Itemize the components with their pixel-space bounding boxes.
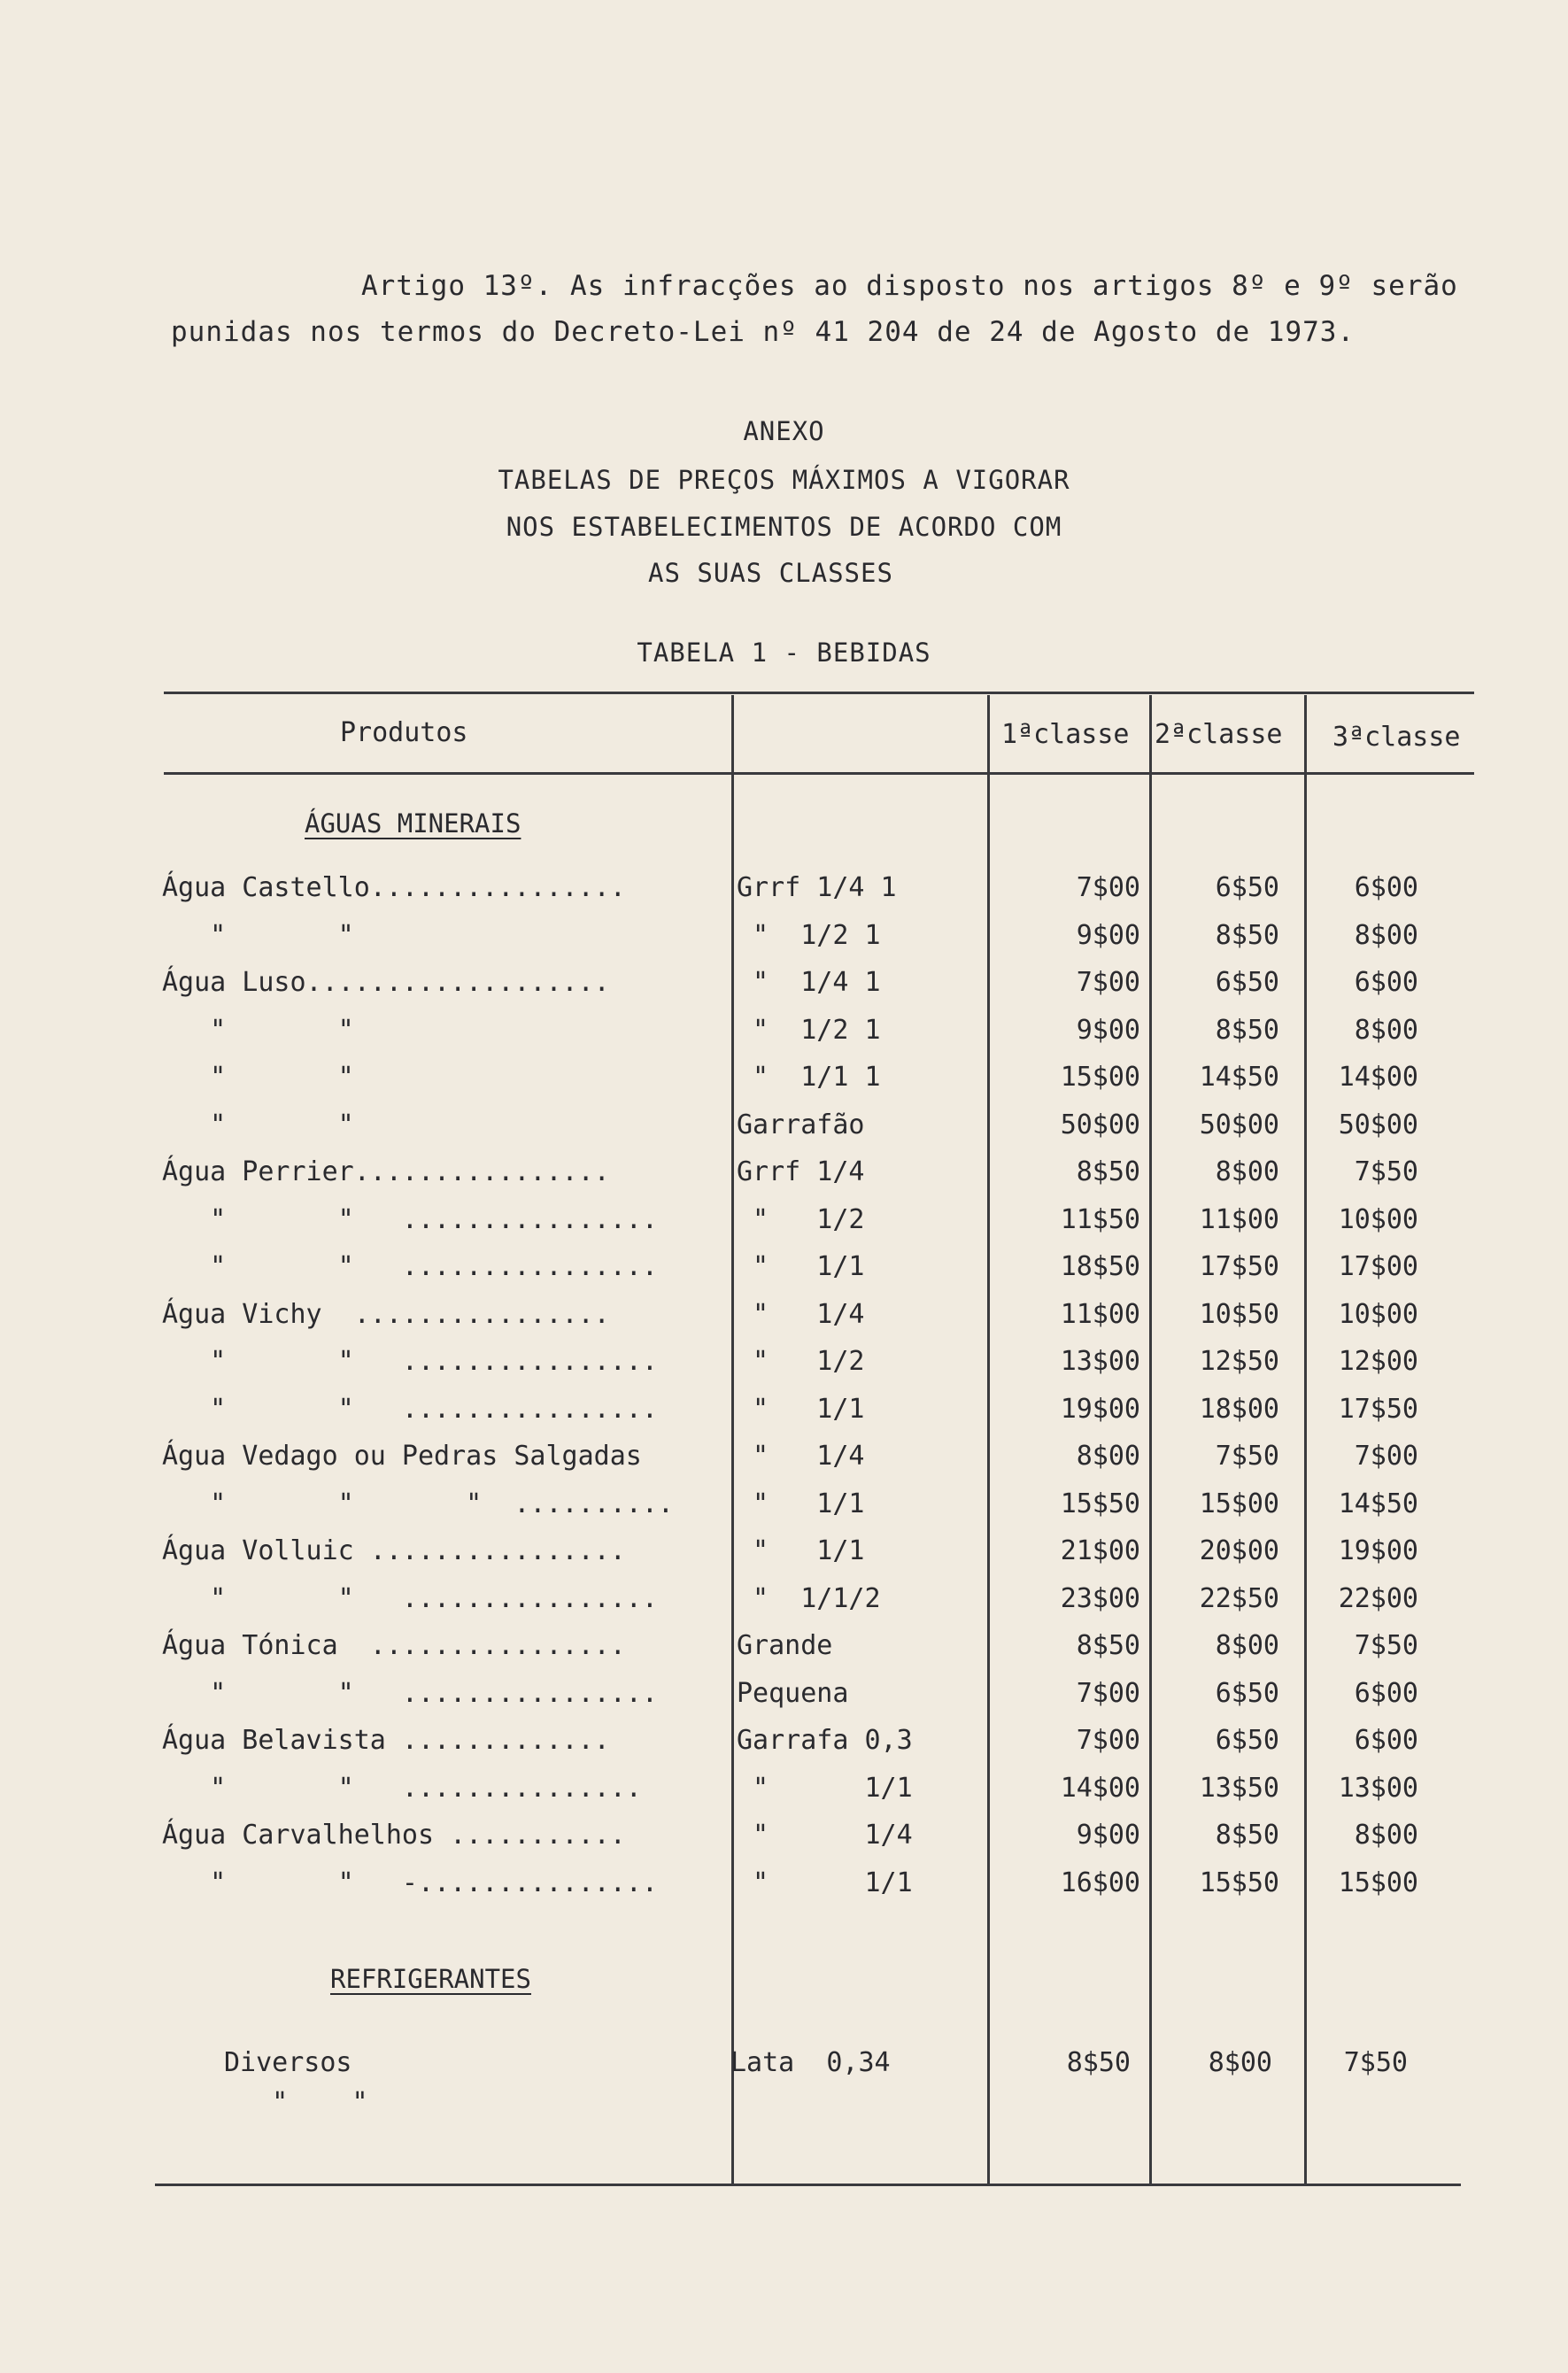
price-class-2: 13$50 — [1199, 1773, 1279, 1804]
price-class-2: 8$00 — [1215, 1156, 1279, 1187]
product-name: Água Vichy ................ — [162, 1299, 610, 1330]
col-divider-1 — [731, 695, 734, 2185]
price-class-3: 7$00 — [1354, 1441, 1418, 1472]
price-class-2: 15$50 — [1199, 1867, 1279, 1898]
price-class-2: 15$00 — [1199, 1488, 1279, 1519]
price-class-2: 50$00 — [1199, 1109, 1279, 1140]
price-class-3: 13$00 — [1338, 1773, 1418, 1804]
price-class-3: 8$00 — [1354, 1820, 1418, 1851]
product-size: Pequena — [737, 1678, 849, 1709]
product-name: " " — [162, 1015, 354, 1046]
product-size: " 1/4 — [737, 1820, 913, 1851]
price-class-3: 10$00 — [1338, 1204, 1418, 1235]
price-class-1: 7$00 — [1076, 872, 1140, 903]
price-class-1: 9$00 — [1076, 920, 1140, 951]
price-class-3: 19$00 — [1338, 1535, 1418, 1566]
product-size: " 1/1 — [737, 1535, 865, 1566]
product-size: " 1/1 1 — [737, 1062, 881, 1093]
product-name: Água Perrier................ — [162, 1156, 610, 1187]
price-class-3: 6$00 — [1354, 1725, 1418, 1756]
price-class-1: 14$00 — [1060, 1773, 1140, 1804]
price-class-1: 7$00 — [1076, 1725, 1140, 1756]
product-name: " " ................ — [162, 1678, 658, 1709]
header-bottom-rule — [164, 772, 1474, 775]
price-class-1: 13$00 — [1060, 1346, 1140, 1377]
price-class-3: 17$00 — [1338, 1251, 1418, 1282]
price-class-1: 9$00 — [1076, 1820, 1140, 1851]
header-class-1: 1ªclasse — [1001, 719, 1130, 750]
product-size: " 1/4 — [737, 1441, 865, 1472]
section-refrigerantes: REFRIGERANTES — [330, 1964, 531, 1994]
price-class-3: 17$50 — [1338, 1394, 1418, 1425]
product-name: " " -............... — [162, 1867, 658, 1898]
product-size: " 1/2 1 — [737, 1015, 881, 1046]
price-class-1: 8$50 — [1066, 2047, 1131, 2078]
price-class-2: 8$00 — [1208, 2047, 1272, 2078]
price-class-3: 8$00 — [1354, 920, 1418, 951]
product-name: Água Belavista ............. — [162, 1725, 610, 1756]
product-size: " 1/4 — [737, 1299, 865, 1330]
price-class-1: 15$50 — [1060, 1488, 1140, 1519]
product-size: Garrafa 0,3 — [737, 1725, 913, 1756]
product-name: " " ............... — [162, 1773, 642, 1804]
product-size: Grrf 1/4 1 — [737, 872, 897, 903]
price-class-2: 8$50 — [1215, 1820, 1279, 1851]
product-name: Água Volluic ................ — [162, 1535, 626, 1566]
table-title: TABELA 1 - BEBIDAS — [637, 638, 931, 668]
product-size: " 1/2 — [737, 1204, 865, 1235]
product-size: " 1/1 — [737, 1394, 865, 1425]
table-top-rule — [164, 692, 1474, 694]
col-divider-3 — [1149, 695, 1152, 2185]
price-class-3: 14$50 — [1338, 1488, 1418, 1519]
price-class-3: 12$00 — [1338, 1346, 1418, 1377]
product-name: Diversos — [224, 2047, 352, 2078]
price-class-1: 16$00 — [1060, 1867, 1140, 1898]
price-class-1: 9$00 — [1076, 1015, 1140, 1046]
col-divider-4 — [1304, 695, 1307, 2185]
product-size: " 1/1/2 — [737, 1583, 881, 1614]
price-class-1: 21$00 — [1060, 1535, 1140, 1566]
product-name: " " ................ — [162, 1394, 658, 1425]
product-name: Água Vedago ou Pedras Salgadas — [162, 1441, 642, 1472]
price-class-3: 7$50 — [1343, 2047, 1408, 2078]
price-class-1: 15$00 — [1060, 1062, 1140, 1093]
product-size: Garrafão — [737, 1109, 865, 1140]
price-class-2: 6$50 — [1215, 967, 1279, 998]
product-name: Água Tónica ................ — [162, 1630, 626, 1661]
product-size: " 1/1 — [737, 1251, 865, 1282]
price-class-1: 19$00 — [1060, 1394, 1140, 1425]
price-class-3: 14$00 — [1338, 1062, 1418, 1093]
price-class-2: 8$00 — [1215, 1630, 1279, 1661]
header-class-3: 3ªclasse — [1332, 722, 1461, 753]
price-class-2: 6$50 — [1215, 872, 1279, 903]
price-class-3: 15$00 — [1338, 1867, 1418, 1898]
price-class-1: 7$00 — [1076, 967, 1140, 998]
price-class-1: 11$00 — [1060, 1299, 1140, 1330]
price-class-2: 10$50 — [1199, 1299, 1279, 1330]
price-class-3: 6$00 — [1354, 967, 1418, 998]
table-bottom-rule — [155, 2184, 1461, 2186]
price-class-2: 11$00 — [1199, 1204, 1279, 1235]
product-name: " " — [162, 1109, 354, 1140]
price-class-2: 8$50 — [1215, 920, 1279, 951]
product-name: Água Castello................ — [162, 872, 626, 903]
price-class-3: 7$50 — [1354, 1630, 1418, 1661]
header-class-2: 2ªclasse — [1155, 719, 1283, 750]
product-name: " " — [224, 2087, 368, 2118]
product-name: " " " .......... — [162, 1488, 674, 1519]
col-divider-2 — [987, 695, 990, 2185]
price-class-2: 6$50 — [1215, 1678, 1279, 1709]
price-class-1: 23$00 — [1060, 1583, 1140, 1614]
product-name: Água Luso................... — [162, 967, 610, 998]
product-size: " 1/2 — [737, 1346, 865, 1377]
price-class-2: 7$50 — [1215, 1441, 1279, 1472]
price-class-3: 7$50 — [1354, 1156, 1418, 1187]
price-class-2: 8$50 — [1215, 1015, 1279, 1046]
price-class-2: 20$00 — [1199, 1535, 1279, 1566]
price-class-2: 14$50 — [1199, 1062, 1279, 1093]
price-class-3: 8$00 — [1354, 1015, 1418, 1046]
product-size: Grrf 1/4 — [737, 1156, 865, 1187]
product-name: " " ................ — [162, 1346, 658, 1377]
product-size: " 1/1 — [737, 1488, 865, 1519]
product-size: " 1/2 1 — [737, 920, 881, 951]
price-class-2: 6$50 — [1215, 1725, 1279, 1756]
price-class-1: 8$00 — [1076, 1441, 1140, 1472]
product-size: " 1/4 1 — [737, 967, 881, 998]
price-class-1: 8$50 — [1076, 1156, 1140, 1187]
annex-title: ANEXO — [743, 416, 825, 446]
product-size: " 1/1 — [737, 1773, 913, 1804]
price-class-3: 6$00 — [1354, 872, 1418, 903]
annex-subtitle-1: TABELAS DE PREÇOS MÁXIMOS A VIGORAR — [498, 465, 1070, 495]
price-class-3: 50$00 — [1338, 1109, 1418, 1140]
price-class-3: 22$00 — [1338, 1583, 1418, 1614]
price-class-1: 18$50 — [1060, 1251, 1140, 1282]
product-name: Água Carvalhelhos ........... — [162, 1820, 626, 1851]
annex-subtitle-3: AS SUAS CLASSES — [648, 558, 893, 588]
product-size: " 1/1 — [737, 1867, 913, 1898]
intro-line-2: punidas nos termos do Decreto-Lei nº 41 204 de 24 de Agosto de 1973. — [171, 316, 1356, 348]
product-name: " " ................ — [162, 1204, 658, 1235]
price-class-2: 17$50 — [1199, 1251, 1279, 1282]
price-class-1: 11$50 — [1060, 1204, 1140, 1235]
price-class-2: 12$50 — [1199, 1346, 1279, 1377]
price-class-1: 8$50 — [1076, 1630, 1140, 1661]
annex-subtitle-2: NOS ESTABELECIMENTOS DE ACORDO COM — [506, 512, 1062, 542]
header-produtos: Produtos — [340, 717, 468, 748]
price-class-1: 50$00 — [1060, 1109, 1140, 1140]
product-name: " " — [162, 1062, 354, 1093]
intro-line-1: Artigo 13º. As infracções ao disposto nos artigos 8º e 9º serão — [361, 270, 1458, 302]
price-class-1: 7$00 — [1076, 1678, 1140, 1709]
product-name: " " ................ — [162, 1251, 658, 1282]
product-name: " " ................ — [162, 1583, 658, 1614]
section-aguas-minerais: ÁGUAS MINERAIS — [305, 808, 521, 839]
price-class-3: 6$00 — [1354, 1678, 1418, 1709]
price-class-3: 10$00 — [1338, 1299, 1418, 1330]
price-class-2: 22$50 — [1199, 1583, 1279, 1614]
product-size: Grande — [737, 1630, 833, 1661]
product-name: " " — [162, 920, 354, 951]
product-size: Lata 0,34 — [730, 2047, 891, 2078]
price-class-2: 18$00 — [1199, 1394, 1279, 1425]
